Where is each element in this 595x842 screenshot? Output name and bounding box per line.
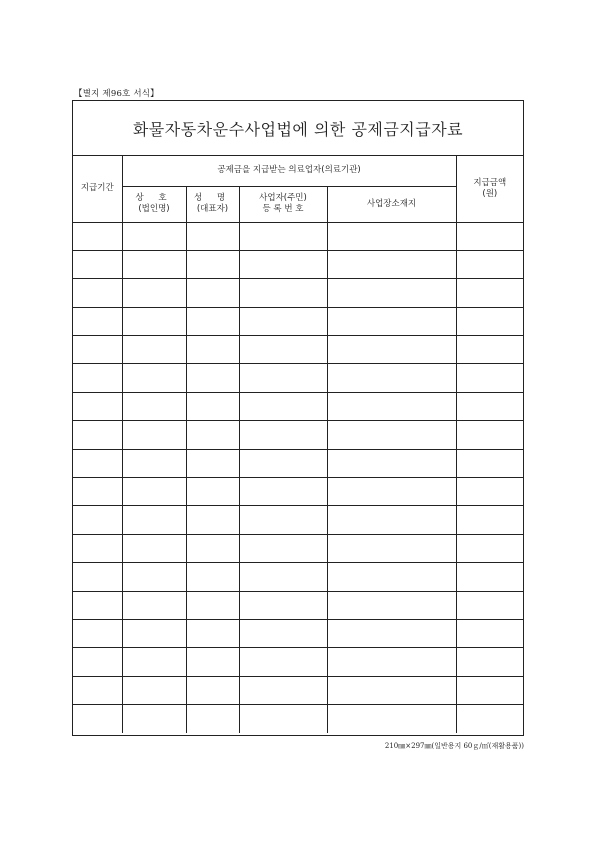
cell-payment-period[interactable] <box>73 591 122 619</box>
cell-trade-name[interactable] <box>122 421 186 449</box>
table-row <box>73 449 523 477</box>
cell-payment-period[interactable] <box>73 307 122 335</box>
table-row <box>73 250 523 278</box>
cell-registration-number[interactable] <box>239 222 327 250</box>
cell-name[interactable] <box>186 676 239 704</box>
cell-business-address[interactable] <box>327 449 456 477</box>
cell-payment-amount[interactable] <box>456 619 523 647</box>
cell-business-address[interactable] <box>327 478 456 506</box>
cell-business-address[interactable] <box>327 279 456 307</box>
cell-name[interactable] <box>186 307 239 335</box>
cell-registration-number[interactable] <box>239 449 327 477</box>
cell-business-address[interactable] <box>327 392 456 420</box>
header-business-address: 사업장소재지 <box>327 186 456 222</box>
cell-payment-amount[interactable] <box>456 563 523 591</box>
payment-table <box>73 156 523 733</box>
header-trade-name <box>122 186 186 222</box>
header-medical-provider-group: 공제금을 지급받는 의료업자(의료기관) <box>122 156 456 186</box>
cell-registration-number[interactable] <box>239 676 327 704</box>
cell-registration-number[interactable] <box>239 364 327 392</box>
cell-payment-period[interactable] <box>73 648 122 676</box>
cell-payment-period[interactable] <box>73 336 122 364</box>
cell-trade-name[interactable] <box>122 250 186 278</box>
cell-name[interactable] <box>186 392 239 420</box>
cell-registration-number[interactable] <box>239 421 327 449</box>
cell-name[interactable] <box>186 534 239 562</box>
cell-trade-name[interactable] <box>122 591 186 619</box>
header-trade-name-line2: (법인명) <box>138 204 170 214</box>
cell-business-address[interactable] <box>327 336 456 364</box>
cell-payment-period[interactable] <box>73 705 122 733</box>
cell-registration-number[interactable] <box>239 648 327 676</box>
table-row <box>73 222 523 250</box>
header-payment-amount-line1: 지급금액 <box>473 178 507 189</box>
cell-payment-amount[interactable] <box>456 307 523 335</box>
cell-registration-number[interactable] <box>239 392 327 420</box>
cell-trade-name[interactable] <box>122 449 186 477</box>
cell-payment-amount[interactable] <box>456 222 523 250</box>
cell-payment-period[interactable] <box>73 250 122 278</box>
cell-registration-number[interactable] <box>239 506 327 534</box>
cell-trade-name[interactable] <box>122 648 186 676</box>
table-row <box>73 478 523 506</box>
cell-business-address[interactable] <box>327 421 456 449</box>
cell-name[interactable] <box>186 336 239 364</box>
table-row <box>73 591 523 619</box>
table-row <box>73 392 523 420</box>
cell-business-address[interactable] <box>327 563 456 591</box>
cell-business-address[interactable] <box>327 648 456 676</box>
cell-trade-name[interactable] <box>122 307 186 335</box>
header-name-line1: 성 명 <box>193 193 232 204</box>
header-payment-amount <box>456 156 523 222</box>
cell-payment-amount[interactable] <box>456 676 523 704</box>
cell-payment-amount[interactable] <box>456 336 523 364</box>
cell-registration-number[interactable] <box>239 705 327 733</box>
table-row <box>73 563 523 591</box>
cell-name[interactable] <box>186 506 239 534</box>
cell-registration-number[interactable] <box>239 250 327 278</box>
cell-trade-name[interactable] <box>122 279 186 307</box>
cell-payment-period[interactable] <box>73 222 122 250</box>
cell-trade-name[interactable] <box>122 534 186 562</box>
cell-name[interactable] <box>186 563 239 591</box>
cell-payment-amount[interactable] <box>456 648 523 676</box>
cell-payment-period[interactable] <box>73 279 122 307</box>
form-number-label: 【별지 제96호 서식】 <box>74 89 159 99</box>
cell-business-address[interactable] <box>327 364 456 392</box>
cell-payment-amount[interactable] <box>456 392 523 420</box>
cell-business-address[interactable] <box>327 534 456 562</box>
cell-payment-period[interactable] <box>73 449 122 477</box>
cell-trade-name[interactable] <box>122 705 186 733</box>
cell-payment-period[interactable] <box>73 619 122 647</box>
cell-registration-number[interactable] <box>239 563 327 591</box>
cell-payment-amount[interactable] <box>456 421 523 449</box>
cell-registration-number[interactable] <box>239 279 327 307</box>
table-row <box>73 705 523 733</box>
table-row <box>73 619 523 647</box>
cell-name[interactable] <box>186 619 239 647</box>
header-payment-amount-line2: (원) <box>482 188 498 199</box>
cell-business-address[interactable] <box>327 222 456 250</box>
cell-name[interactable] <box>186 478 239 506</box>
cell-trade-name[interactable] <box>122 222 186 250</box>
cell-registration-number[interactable] <box>239 307 327 335</box>
cell-trade-name[interactable] <box>122 506 186 534</box>
table-row <box>73 364 523 392</box>
cell-payment-amount[interactable] <box>456 478 523 506</box>
cell-payment-period[interactable] <box>73 421 122 449</box>
cell-trade-name[interactable] <box>122 563 186 591</box>
cell-trade-name[interactable] <box>122 676 186 704</box>
cell-name[interactable] <box>186 222 239 250</box>
cell-name[interactable] <box>186 705 239 733</box>
cell-trade-name[interactable] <box>122 336 186 364</box>
cell-payment-amount[interactable] <box>456 705 523 733</box>
cell-name[interactable] <box>186 421 239 449</box>
cell-business-address[interactable] <box>327 591 456 619</box>
cell-registration-number[interactable] <box>239 478 327 506</box>
cell-payment-amount[interactable] <box>456 506 523 534</box>
cell-trade-name[interactable] <box>122 619 186 647</box>
header-trade-name-line1: 상 호 <box>135 193 173 204</box>
cell-name[interactable] <box>186 591 239 619</box>
cell-payment-period[interactable] <box>73 364 122 392</box>
cell-payment-period[interactable] <box>73 676 122 704</box>
cell-trade-name[interactable] <box>122 364 186 392</box>
cell-registration-number[interactable] <box>239 534 327 562</box>
cell-payment-amount[interactable] <box>456 534 523 562</box>
cell-trade-name[interactable] <box>122 392 186 420</box>
form-title: 화물자동차운수사업법에 의한 공제금지급자료 <box>73 101 523 156</box>
table-row <box>73 421 523 449</box>
header-registration-number <box>239 186 327 222</box>
table-row <box>73 336 523 364</box>
header-registration-number-line1: 사업자(주민) <box>259 193 307 204</box>
table-row <box>73 676 523 704</box>
cell-business-address[interactable] <box>327 619 456 647</box>
cell-payment-period[interactable] <box>73 506 122 534</box>
form-box <box>72 100 524 736</box>
cell-payment-amount[interactable] <box>456 449 523 477</box>
table-row <box>73 279 523 307</box>
cell-registration-number[interactable] <box>239 619 327 647</box>
table-row <box>73 534 523 562</box>
cell-payment-period[interactable] <box>73 563 122 591</box>
cell-trade-name[interactable] <box>122 478 186 506</box>
cell-name[interactable] <box>186 648 239 676</box>
cell-payment-period[interactable] <box>73 478 122 506</box>
cell-business-address[interactable] <box>327 307 456 335</box>
cell-payment-period[interactable] <box>73 534 122 562</box>
header-name-line2: (대표자) <box>196 204 229 214</box>
table-row <box>73 307 523 335</box>
cell-name[interactable] <box>186 279 239 307</box>
cell-business-address[interactable] <box>327 506 456 534</box>
header-name <box>186 186 239 222</box>
cell-business-address[interactable] <box>327 705 456 733</box>
header-registration-number-line2: 등 록 번 호 <box>262 204 304 214</box>
cell-payment-amount[interactable] <box>456 250 523 278</box>
cell-business-address[interactable] <box>327 676 456 704</box>
cell-name[interactable] <box>186 364 239 392</box>
table-row <box>73 648 523 676</box>
cell-business-address[interactable] <box>327 250 456 278</box>
cell-registration-number[interactable] <box>239 336 327 364</box>
cell-name[interactable] <box>186 250 239 278</box>
cell-payment-amount[interactable] <box>456 364 523 392</box>
cell-registration-number[interactable] <box>239 591 327 619</box>
cell-payment-amount[interactable] <box>456 591 523 619</box>
cell-payment-amount[interactable] <box>456 279 523 307</box>
cell-payment-period[interactable] <box>73 392 122 420</box>
header-payment-period: 지급기간 <box>73 156 122 222</box>
paper-spec-note: 210㎜×297㎜(일반용지 60ｇ/㎡(재활용품)) <box>384 742 524 750</box>
table-row <box>73 506 523 534</box>
cell-name[interactable] <box>186 449 239 477</box>
